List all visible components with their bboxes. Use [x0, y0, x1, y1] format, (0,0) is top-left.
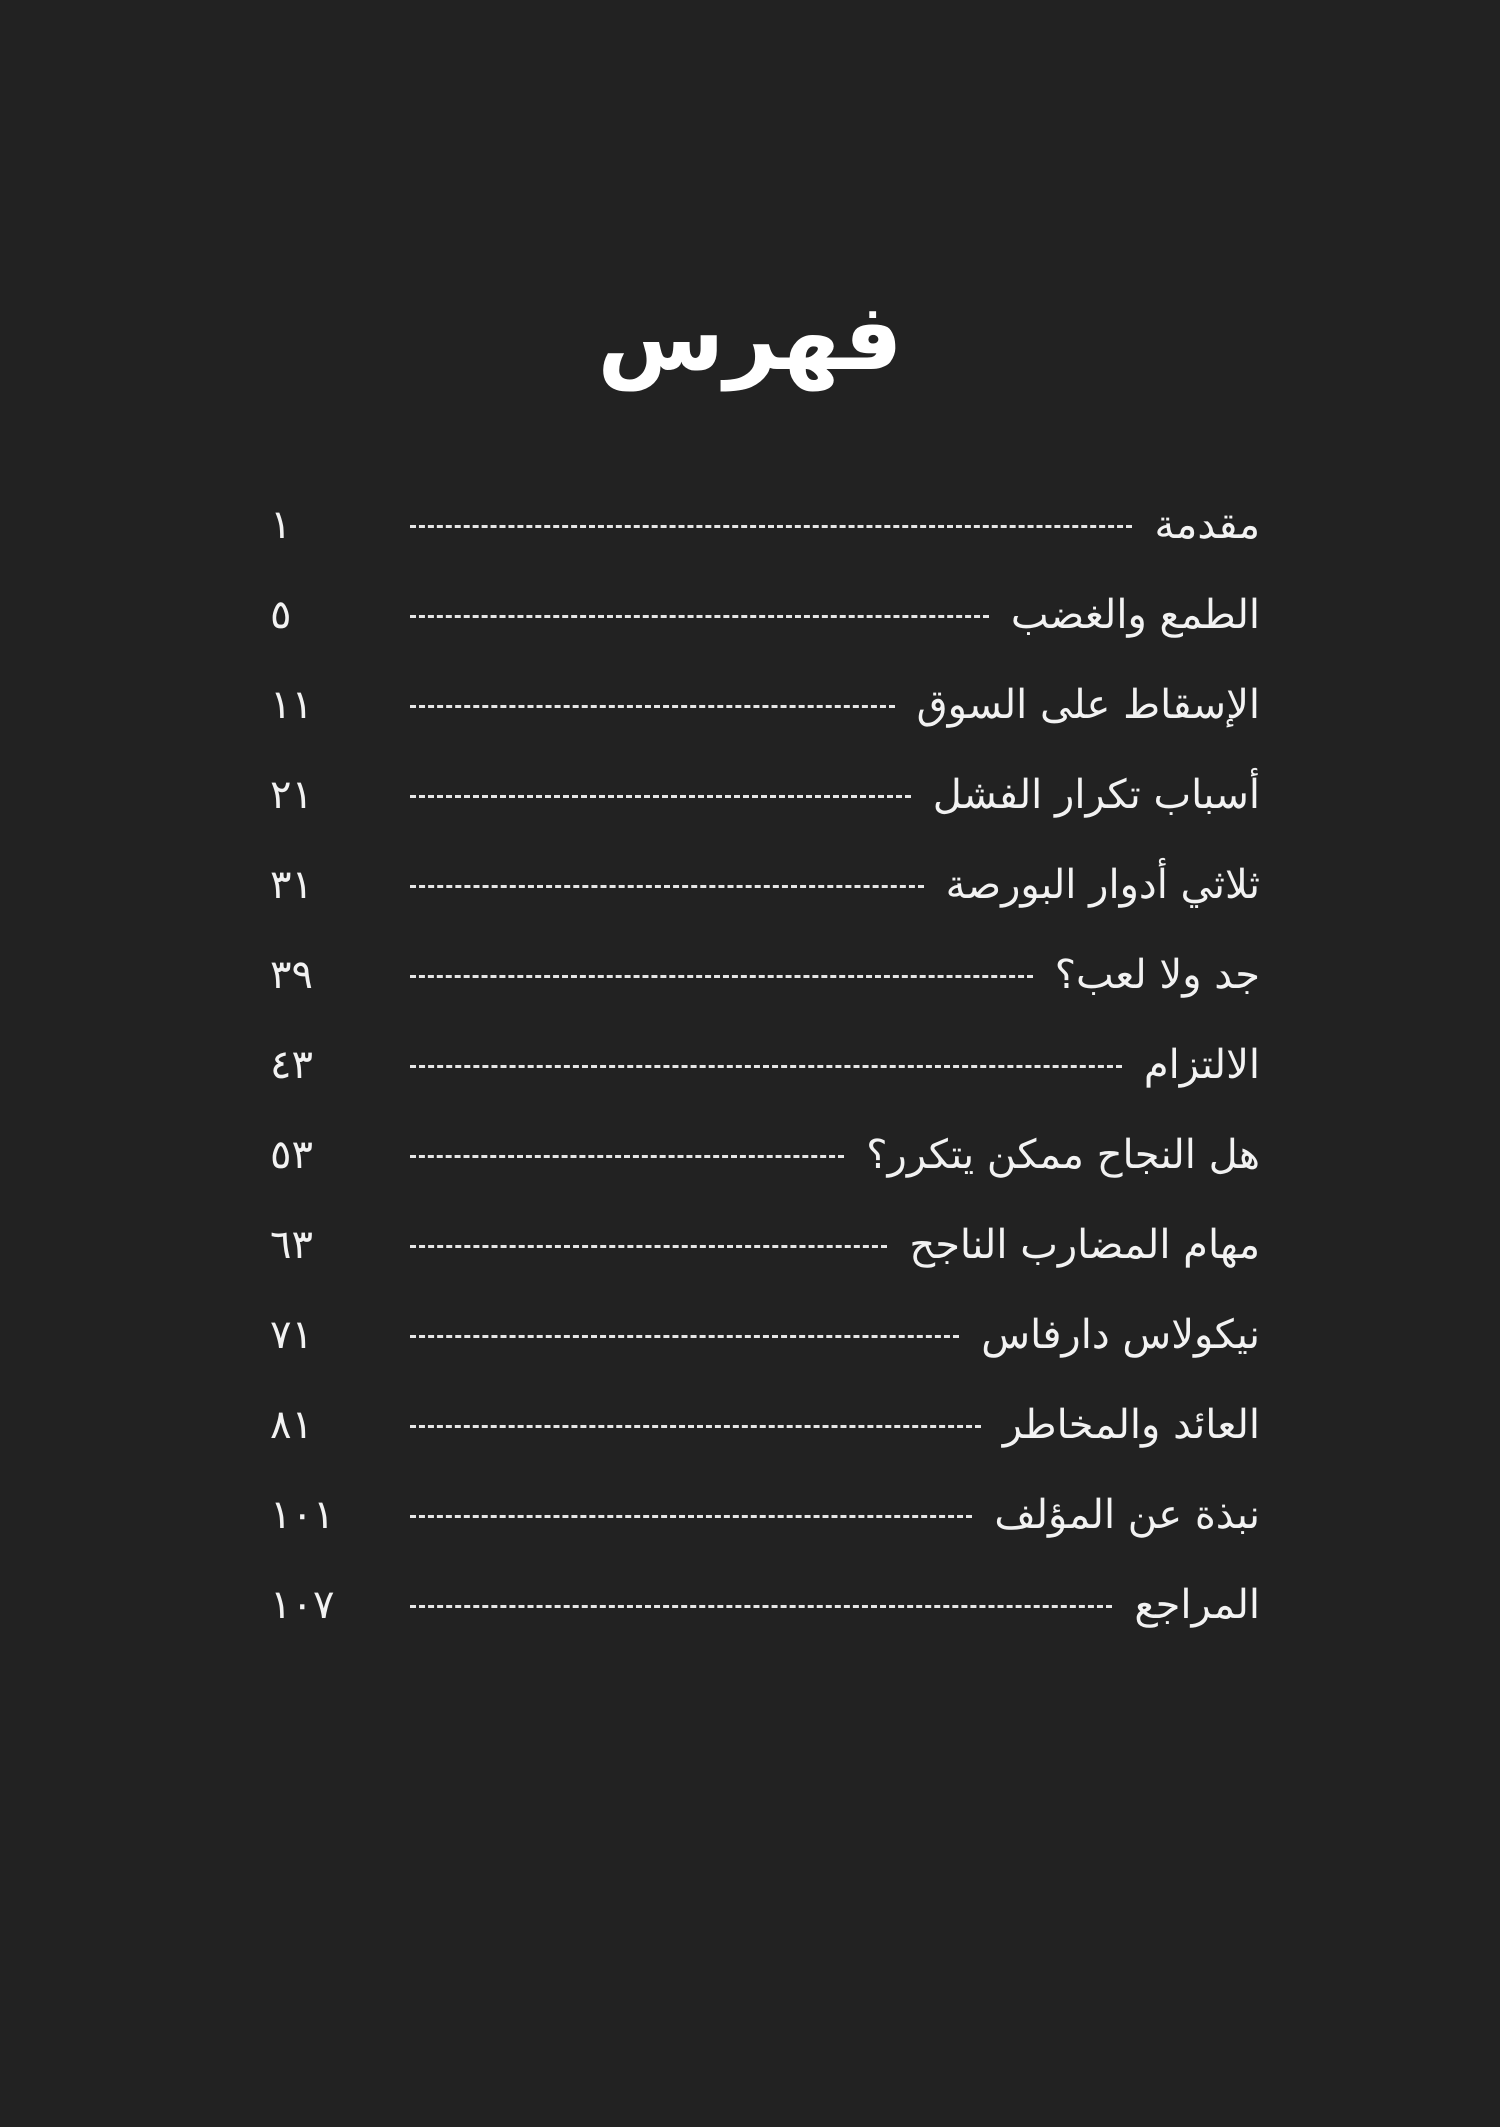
toc-leader-dashes: [410, 1335, 959, 1338]
toc-entry-title: العائد والمخاطر: [1002, 1402, 1260, 1448]
toc-entry[interactable]: [270, 480, 1260, 570]
toc-entry-page: ١٠٧: [270, 1582, 335, 1628]
toc-entry[interactable]: [270, 1290, 1260, 1380]
table-of-contents: [270, 480, 1260, 1650]
toc-entry-page: ٥: [270, 592, 292, 638]
page-title: [0, 268, 1500, 408]
toc-entry-page: ٦٣: [270, 1222, 313, 1268]
toc-entry-title: الطمع والغضب: [1010, 592, 1260, 638]
toc-leader-dashes: [410, 975, 1033, 978]
toc-leader-dashes: [410, 705, 895, 708]
toc-entry-page: ٤٣: [270, 1042, 313, 1088]
toc-leader-dashes: [410, 1245, 887, 1248]
toc-entry-page: ١: [270, 502, 292, 548]
toc-entry[interactable]: [270, 660, 1260, 750]
toc-entry-title: مقدمة: [1154, 502, 1260, 548]
toc-entry[interactable]: [270, 1470, 1260, 1560]
toc-entry-page: ٥٣: [270, 1132, 313, 1178]
toc-leader-dashes: [410, 1605, 1112, 1608]
toc-entry-title: الإسقاط على السوق: [916, 682, 1260, 728]
toc-entry[interactable]: [270, 1110, 1260, 1200]
toc-entry[interactable]: [270, 1200, 1260, 1290]
toc-leader-dashes: [410, 795, 911, 798]
toc-entry-title: المراجع: [1134, 1582, 1260, 1628]
toc-entry[interactable]: [270, 930, 1260, 1020]
toc-entry[interactable]: [270, 1380, 1260, 1470]
toc-entry-title: ثلاثي أدوار البورصة: [945, 862, 1260, 908]
toc-entry-title: الالتزام: [1143, 1042, 1260, 1088]
toc-entry-page: ٣١: [270, 862, 313, 908]
toc-entry-page: ٣٩: [270, 952, 313, 998]
page-title-text: فهرس: [597, 284, 903, 391]
toc-entry-page: ٨١: [270, 1402, 313, 1448]
toc-leader-dashes: [410, 885, 924, 888]
toc-leader-dashes: [410, 525, 1132, 528]
toc-entry-page: ٢١: [270, 772, 313, 818]
toc-entry[interactable]: [270, 570, 1260, 660]
toc-entry-page: ١١: [270, 682, 313, 728]
toc-leader-dashes: [410, 1065, 1122, 1068]
toc-entry[interactable]: [270, 840, 1260, 930]
toc-entry[interactable]: [270, 750, 1260, 840]
toc-entry-page: ٧١: [270, 1312, 313, 1358]
toc-entry-title: هل النجاح ممكن يتكرر؟: [866, 1132, 1260, 1178]
toc-leader-dashes: [410, 1425, 981, 1428]
toc-leader-dashes: [410, 1515, 972, 1518]
toc-entry-title: جد ولا لعب؟: [1054, 952, 1260, 998]
toc-entry-title: مهام المضارب الناجح: [909, 1222, 1260, 1268]
toc-entry[interactable]: [270, 1560, 1260, 1650]
toc-leader-dashes: [410, 615, 989, 618]
toc-entry-page: ١٠١: [270, 1492, 335, 1538]
toc-leader-dashes: [410, 1155, 844, 1158]
toc-entry-title: أسباب تكرار الفشل: [932, 772, 1260, 818]
toc-entry-title: نبذة عن المؤلف: [994, 1492, 1260, 1538]
toc-entry-title: نيكولاس دارفاس: [981, 1312, 1260, 1358]
toc-entry[interactable]: [270, 1020, 1260, 1110]
